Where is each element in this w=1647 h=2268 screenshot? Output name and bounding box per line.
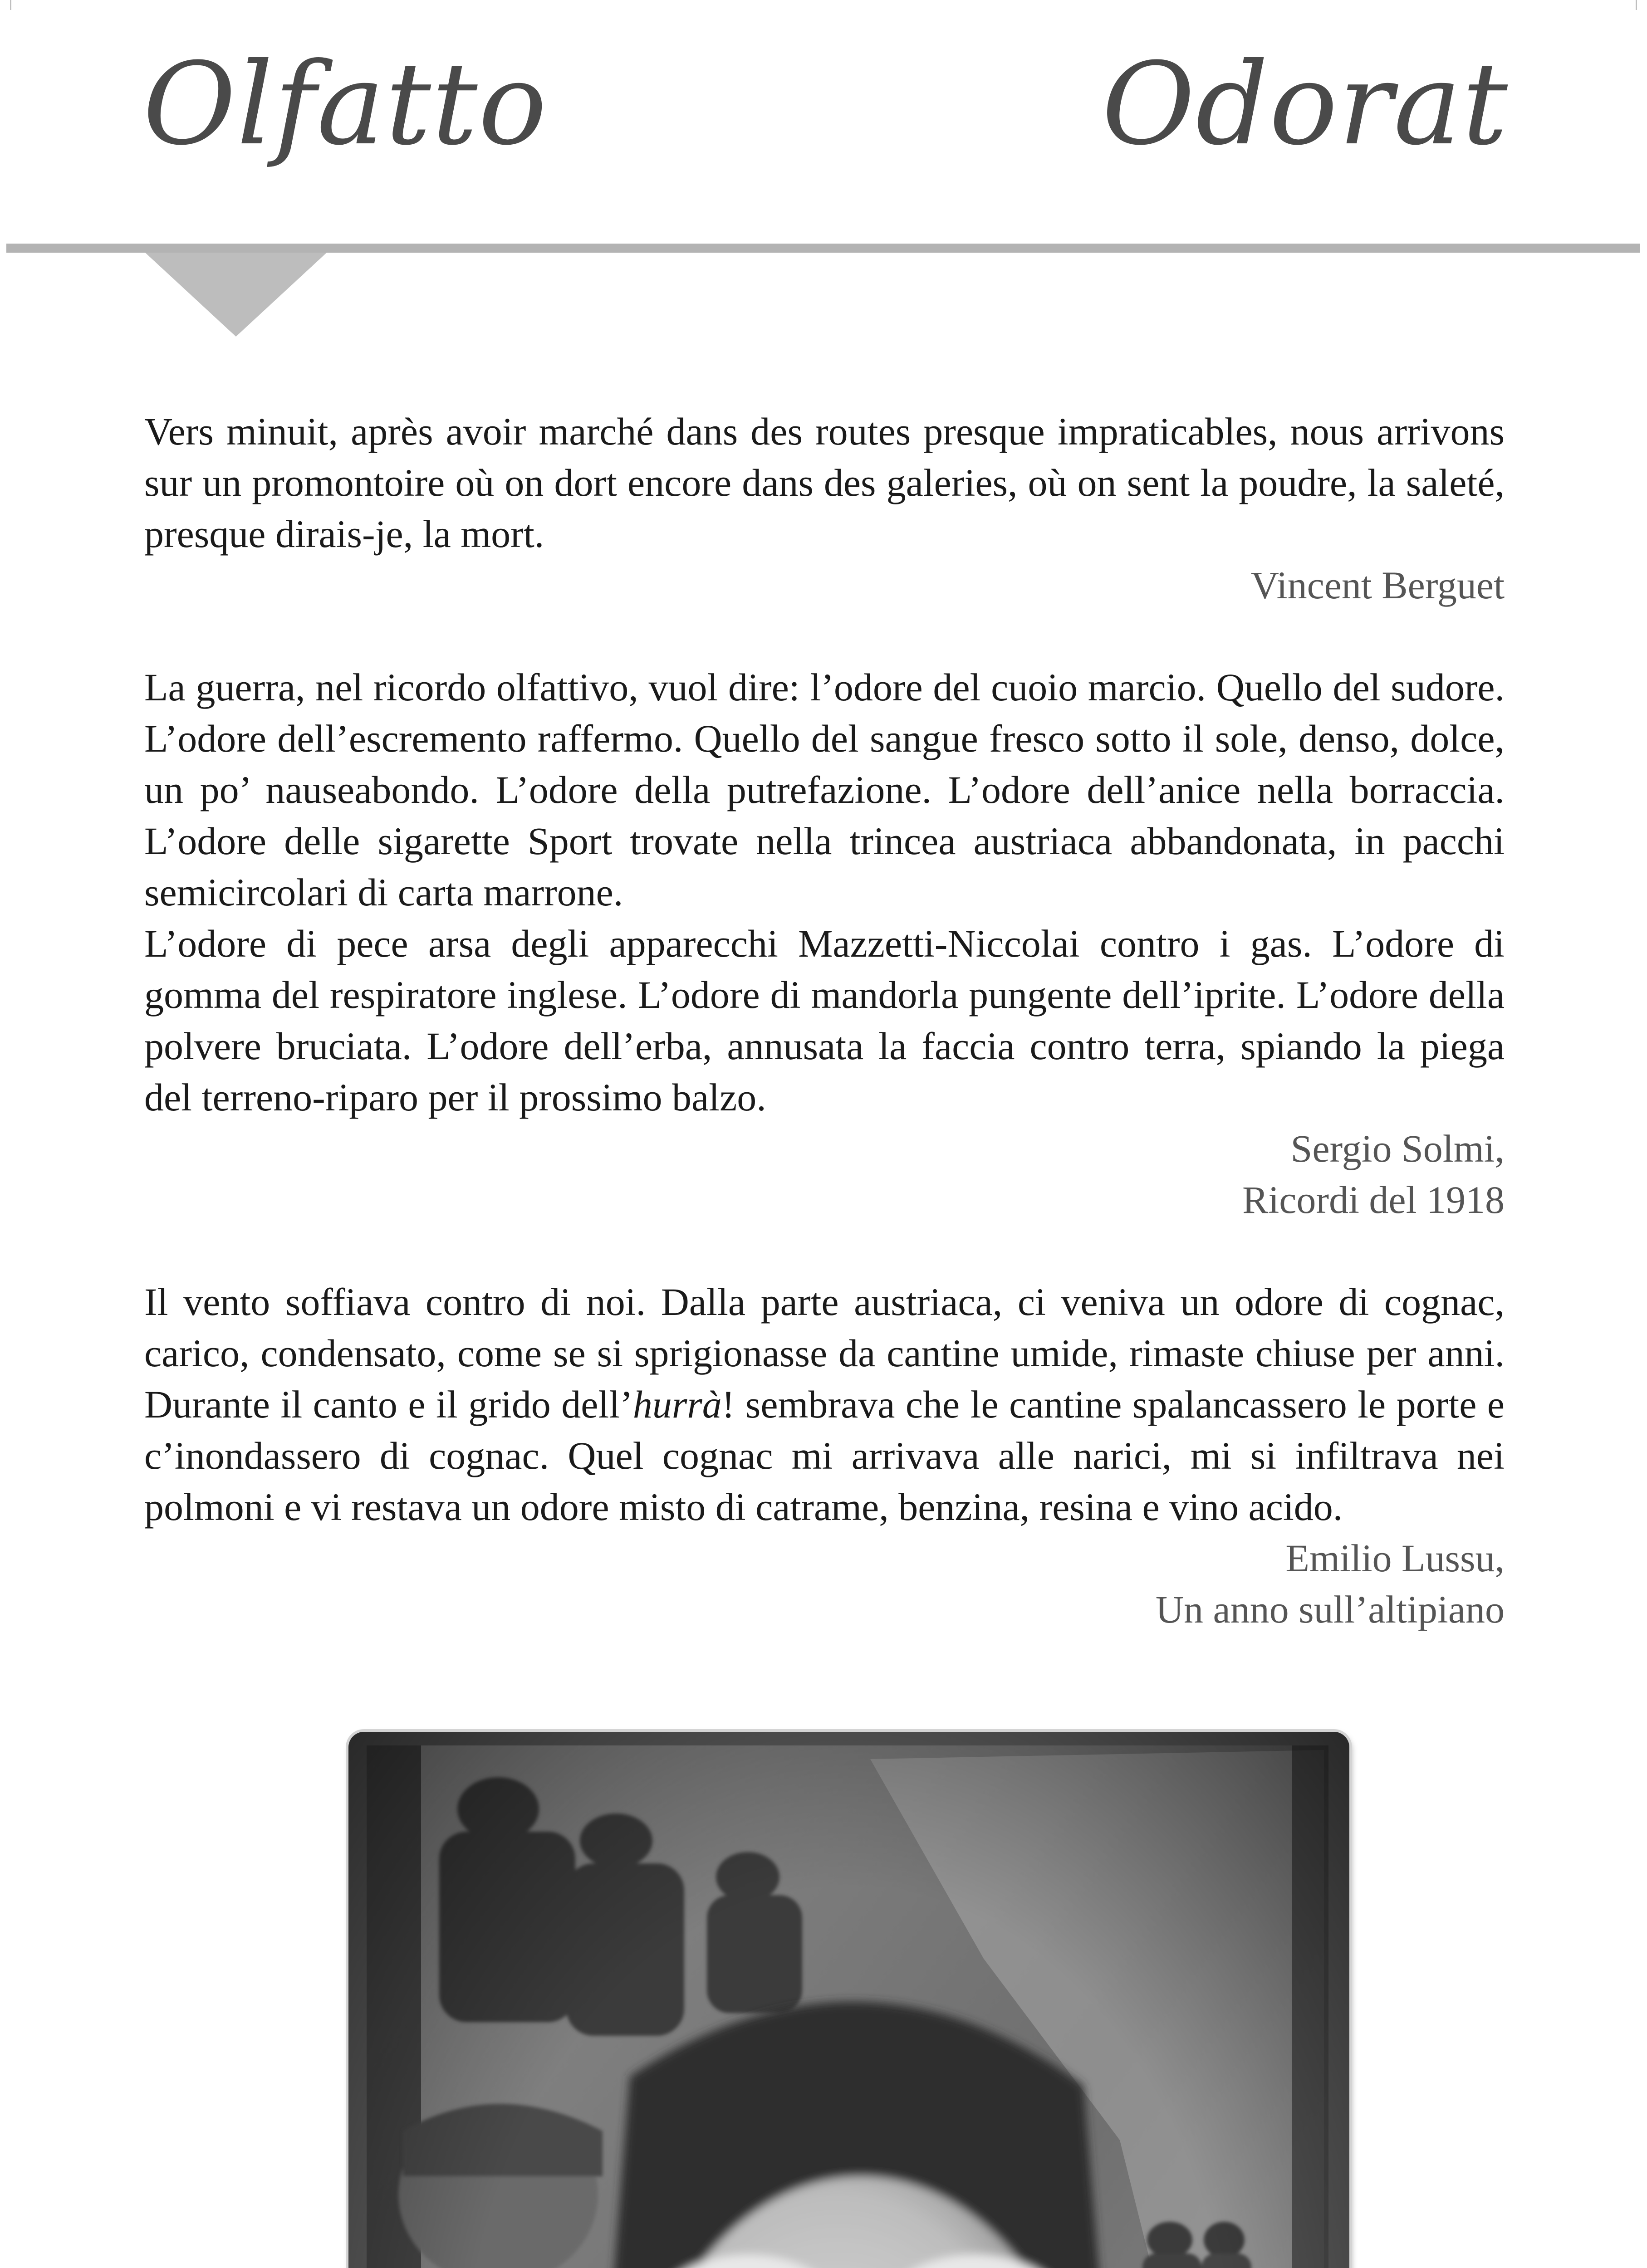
- quote-berguet: [144, 406, 1505, 611]
- quote-author: Sergio Solmi,: [1290, 1127, 1505, 1170]
- title-italian: Olfatto: [143, 38, 548, 170]
- quote-author: Emilio Lussu,: [1285, 1536, 1505, 1580]
- quote-work-title: Ricordi del 1918: [1242, 1178, 1505, 1222]
- quote-emphasis: hurrà: [632, 1383, 722, 1426]
- archival-photo: [348, 1732, 1349, 2268]
- quotes-column: [144, 406, 1505, 1635]
- crop-mark-top-right: [1636, 0, 1647, 10]
- quote-text-after: ! sembrava che le cantine spalancassero le porte e c’inondassero di cognac. Quel cognac mi arrivava alle narici, mi si infiltrava nei polmoni e vi restava un odore misto di catrame, benzina, resina e vino acido.: [144, 1383, 1505, 1529]
- quote-paragraph: L’odore di pece arsa degli apparecchi Mazzetti-Niccolai contro i gas. L’odore di gomma del respiratore inglese. L’odore di mandorla pungente dell’iprite. L’odore della polvere bruciata. L’odore dell’erba, annusata la faccia contro terra, spiando la piega del terreno-riparo per il prossimo balzo.: [144, 922, 1505, 1119]
- quote-work-title: Un anno sull’altipiano: [1155, 1588, 1505, 1631]
- header-notch-triangle: [145, 253, 327, 337]
- quote-paragraph: La guerra, nel ricordo olfattivo, vuol dire: l’odore del cuoio marcio. Quello del sudore. L’odore dell’escremento raffermo. Quello del sangue fresco sotto il sole, denso, dolce, un po’ nauseabondo. L’odore della putrefazione. L’odore dell’anice nella borraccia. L’odore delle sigarette Sport trovate nella trincea austriaca abbandonata, in pacchi semicircolari di carta marrone.: [144, 665, 1505, 914]
- quote-paragraph: [144, 1276, 1505, 1533]
- header-divider: [6, 244, 1640, 253]
- title-french: Odorat: [1102, 38, 1509, 170]
- quote-solmi: [144, 662, 1505, 1226]
- quote-paragraph: Vers minuit, après avoir marché dans des routes presque impraticables, nous arrivons sur un promontoire où on dort encore dans des galeries, où on sent la poudre, la saleté, presque dirais-je, la mort.: [144, 410, 1505, 556]
- quote-text-before: Il vento soffiava contro di noi. Dalla parte austriaca, ci veniva un odore di cognac, carico, condensato, come se si sprigionasse da cantine umide, rimaste chiuse per anni. Durante il canto e il grido dell’: [144, 1280, 1505, 1426]
- crop-mark-top-left: [0, 0, 11, 10]
- quote-author: Vincent Berguet: [1250, 563, 1505, 607]
- photo-illustration: [348, 1732, 1349, 2268]
- quote-lussu: [144, 1276, 1505, 1635]
